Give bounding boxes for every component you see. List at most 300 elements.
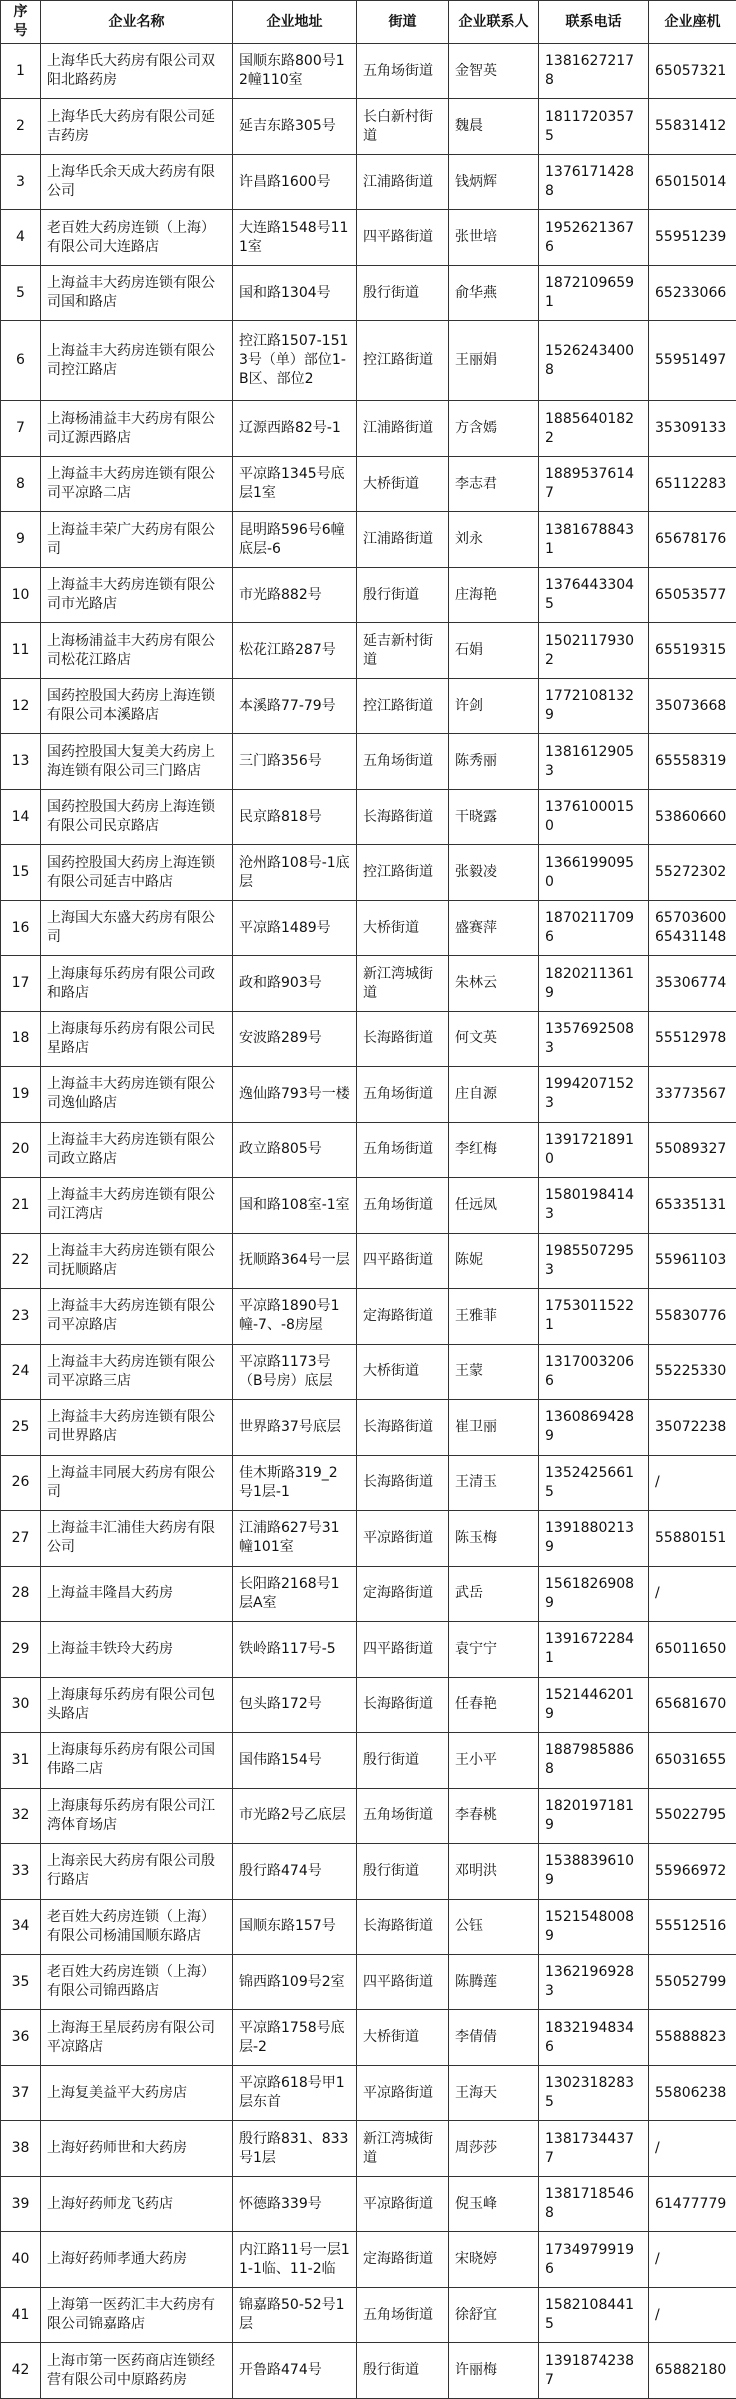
cell-no: 6	[1, 321, 41, 401]
cell-landline: 65031655	[649, 1733, 736, 1788]
cell-name: 上海海王星辰药房有限公司平凉路店	[41, 2010, 233, 2065]
cell-landline: 55880151	[649, 1511, 736, 1566]
cell-landline: 55052799	[649, 1954, 736, 2009]
cell-name: 上海益丰大药房连锁有限公司世界路店	[41, 1400, 233, 1455]
table-row	[1, 900, 736, 955]
cell-address: 开鲁路474号	[233, 2343, 357, 2399]
cell-contact: 李志君	[449, 456, 539, 511]
cell-contact: 盛赛萍	[449, 900, 539, 955]
cell-no: 19	[1, 1067, 41, 1122]
cell-phone: 18721096591	[539, 265, 649, 320]
cell-name: 上海益丰大药房连锁有限公司平凉路三店	[41, 1344, 233, 1399]
cell-contact: 钱炳辉	[449, 154, 539, 209]
table-row	[1, 1122, 736, 1177]
cell-phone: 13918742387	[539, 2343, 649, 2399]
cell-no: 17	[1, 956, 41, 1011]
cell-no: 33	[1, 1844, 41, 1899]
cell-no: 8	[1, 456, 41, 511]
cell-phone: 13817185468	[539, 2176, 649, 2231]
table-row	[1, 1011, 736, 1066]
table-row	[1, 265, 736, 320]
cell-phone: 18856401822	[539, 401, 649, 456]
cell-street: 控江路街道	[357, 678, 449, 733]
cell-phone: 19855072953	[539, 1233, 649, 1288]
cell-address: 政立路805号	[233, 1122, 357, 1177]
cell-contact: 武岳	[449, 1566, 539, 1621]
table-row	[1, 1622, 736, 1677]
cell-no: 3	[1, 154, 41, 209]
cell-contact: 方含嫣	[449, 401, 539, 456]
table-row	[1, 1233, 736, 1288]
cell-no: 21	[1, 1178, 41, 1233]
cell-address: 平凉路618号甲1层东首	[233, 2065, 357, 2120]
cell-street: 江浦路街道	[357, 512, 449, 567]
table-row	[1, 1344, 736, 1399]
cell-name: 上海益丰隆昌大药房	[41, 1566, 233, 1621]
table-body	[1, 44, 736, 2399]
cell-landline: 35072238	[649, 1400, 736, 1455]
cell-address: 松花江路287号	[233, 623, 357, 678]
table-row	[1, 1289, 736, 1344]
cell-street: 殷行街道	[357, 567, 449, 622]
table-row	[1, 154, 736, 209]
cell-address: 控江路1507-1513号（单）部位1-B区、部位2	[233, 321, 357, 401]
cell-contact: 崔卫丽	[449, 1400, 539, 1455]
header-landline: 企业座机	[649, 1, 736, 44]
cell-landline: 55512978	[649, 1011, 736, 1066]
cell-phone: 15801984143	[539, 1178, 649, 1233]
cell-phone: 15388396109	[539, 1844, 649, 1899]
table-row	[1, 2287, 736, 2342]
cell-street: 大桥街道	[357, 2010, 449, 2065]
cell-phone: 15215480089	[539, 1899, 649, 1954]
cell-name: 上海康每乐药房有限公司包头路店	[41, 1677, 233, 1732]
cell-address: 平凉路1173号（B号房）底层	[233, 1344, 357, 1399]
cell-name: 国药控股国大药房上海连锁有限公司民京路店	[41, 789, 233, 844]
cell-phone: 13917218910	[539, 1122, 649, 1177]
cell-name: 上海益丰大药房连锁有限公司政立路店	[41, 1122, 233, 1177]
cell-name: 上海益丰大药房连锁有限公司逸仙路店	[41, 1067, 233, 1122]
cell-phone: 15618269089	[539, 1566, 649, 1621]
cell-street: 长海路街道	[357, 1677, 449, 1732]
table-row	[1, 1067, 736, 1122]
cell-street: 大桥街道	[357, 900, 449, 955]
cell-phone: 19942071523	[539, 1067, 649, 1122]
cell-address: 民京路818号	[233, 789, 357, 844]
cell-phone: 18702117096	[539, 900, 649, 955]
cell-no: 13	[1, 734, 41, 789]
cell-phone: 13764433045	[539, 567, 649, 622]
table-row	[1, 1788, 736, 1843]
cell-street: 五角场街道	[357, 2287, 449, 2342]
cell-no: 7	[1, 401, 41, 456]
cell-street: 新江湾城街道	[357, 2121, 449, 2176]
cell-phone: 13918802139	[539, 1511, 649, 1566]
cell-phone: 13761714288	[539, 154, 649, 209]
cell-address: 锦嘉路50-52号1层	[233, 2287, 357, 2342]
cell-phone: 13170032066	[539, 1344, 649, 1399]
cell-name: 上海康每乐药房有限公司国伟路二店	[41, 1733, 233, 1788]
cell-landline: 55961103	[649, 1233, 736, 1288]
cell-phone: 13916722841	[539, 1622, 649, 1677]
cell-street: 五角场街道	[357, 1122, 449, 1177]
cell-name: 上海益丰大药房连锁有限公司控江路店	[41, 321, 233, 401]
cell-street: 平凉路街道	[357, 1511, 449, 1566]
cell-landline: 55089327	[649, 1122, 736, 1177]
table-row	[1, 1954, 736, 2009]
cell-contact: 刘永	[449, 512, 539, 567]
cell-contact: 魏晨	[449, 99, 539, 154]
cell-contact: 陈妮	[449, 1233, 539, 1288]
cell-landline: 55272302	[649, 845, 736, 900]
cell-name: 上海益丰铁玲大药房	[41, 1622, 233, 1677]
cell-phone: 13761000150	[539, 789, 649, 844]
table-row	[1, 210, 736, 265]
cell-contact: 王丽娟	[449, 321, 539, 401]
cell-contact: 王小平	[449, 1733, 539, 1788]
cell-landline: 55966972	[649, 1844, 736, 1899]
cell-address: 大连路1548号111室	[233, 210, 357, 265]
cell-street: 四平路街道	[357, 1954, 449, 2009]
table-row	[1, 99, 736, 154]
cell-no: 2	[1, 99, 41, 154]
cell-name: 上海华氏大药房有限公司延吉药房	[41, 99, 233, 154]
cell-no: 25	[1, 1400, 41, 1455]
cell-address: 铁岭路117号-5	[233, 1622, 357, 1677]
cell-no: 34	[1, 1899, 41, 1954]
cell-no: 42	[1, 2343, 41, 2399]
cell-address: 怀德路339号	[233, 2176, 357, 2231]
cell-address: 抚顺路364号一层	[233, 1233, 357, 1288]
cell-landline: /	[649, 1566, 736, 1621]
table-row	[1, 1844, 736, 1899]
cell-street: 长白新村街道	[357, 99, 449, 154]
header-phone: 联系电话	[539, 1, 649, 44]
cell-landline: 55951497	[649, 321, 736, 401]
cell-street: 新江湾城街道	[357, 956, 449, 1011]
cell-contact: 王清玉	[449, 1455, 539, 1510]
cell-no: 29	[1, 1622, 41, 1677]
cell-address: 锦西路109号2室	[233, 1954, 357, 2009]
cell-address: 佳木斯路319_2号1层-1	[233, 1455, 357, 1510]
cell-contact: 朱林云	[449, 956, 539, 1011]
cell-contact: 金智英	[449, 44, 539, 99]
cell-contact: 宋晓婷	[449, 2232, 539, 2287]
cell-address: 许昌路1600号	[233, 154, 357, 209]
cell-phone: 13023182835	[539, 2065, 649, 2120]
cell-street: 五角场街道	[357, 1067, 449, 1122]
table-row	[1, 2010, 736, 2065]
cell-phone: 13661990950	[539, 845, 649, 900]
cell-no: 20	[1, 1122, 41, 1177]
cell-street: 定海路街道	[357, 1566, 449, 1621]
cell-landline: 65335131	[649, 1178, 736, 1233]
cell-landline: /	[649, 2287, 736, 2342]
cell-street: 五角场街道	[357, 1788, 449, 1843]
cell-phone: 13608694289	[539, 1400, 649, 1455]
cell-name: 上海市第一医药商店连锁经营有限公司中原路药房	[41, 2343, 233, 2399]
cell-street: 长海路街道	[357, 1455, 449, 1510]
cell-street: 五角场街道	[357, 1178, 449, 1233]
cell-street: 控江路街道	[357, 321, 449, 401]
cell-no: 41	[1, 2287, 41, 2342]
cell-landline: 55022795	[649, 1788, 736, 1843]
cell-street: 延吉新村街道	[357, 623, 449, 678]
cell-no: 9	[1, 512, 41, 567]
cell-phone: 18879858868	[539, 1733, 649, 1788]
cell-phone: 13816129053	[539, 734, 649, 789]
cell-street: 平凉路街道	[357, 2176, 449, 2231]
cell-no: 22	[1, 1233, 41, 1288]
cell-name: 上海国大东盛大药房有限公司	[41, 900, 233, 955]
cell-address: 市光路2号乙底层	[233, 1788, 357, 1843]
table-row	[1, 1455, 736, 1510]
cell-name: 上海益丰大药房连锁有限公司市光路店	[41, 567, 233, 622]
cell-phone: 18201971819	[539, 1788, 649, 1843]
cell-landline: 65233066	[649, 265, 736, 320]
table-row	[1, 2176, 736, 2231]
cell-landline: 61477779	[649, 2176, 736, 2231]
cell-address: 安波路289号	[233, 1011, 357, 1066]
cell-address: 政和路903号	[233, 956, 357, 1011]
cell-name: 上海好药师世和大药房	[41, 2121, 233, 2176]
table-row	[1, 1178, 736, 1233]
cell-name: 上海益丰汇浦佳大药房有限公司	[41, 1511, 233, 1566]
cell-no: 18	[1, 1011, 41, 1066]
cell-no: 39	[1, 2176, 41, 2231]
cell-street: 长海路街道	[357, 789, 449, 844]
cell-street: 殷行街道	[357, 2343, 449, 2399]
cell-name: 老百姓大药房连锁（上海）有限公司锦西路店	[41, 1954, 233, 2009]
cell-name: 上海华氏大药房有限公司双阳北路药房	[41, 44, 233, 99]
cell-name: 上海益丰同展大药房有限公司	[41, 1455, 233, 1510]
cell-contact: 袁宁宁	[449, 1622, 539, 1677]
cell-phone: 18117203575	[539, 99, 649, 154]
cell-contact: 干晓露	[449, 789, 539, 844]
table-row	[1, 1566, 736, 1621]
table-row	[1, 1511, 736, 1566]
cell-contact: 李春桃	[449, 1788, 539, 1843]
cell-phone: 15021179302	[539, 623, 649, 678]
cell-name: 上海康每乐药房有限公司民星路店	[41, 1011, 233, 1066]
cell-contact: 陈玉梅	[449, 1511, 539, 1566]
cell-address: 逸仙路793号一楼	[233, 1067, 357, 1122]
cell-landline: /	[649, 1455, 736, 1510]
cell-name: 上海益丰大药房连锁有限公司平凉路店	[41, 1289, 233, 1344]
cell-contact: 俞华燕	[449, 265, 539, 320]
cell-address: 沧州路108号-1底层	[233, 845, 357, 900]
cell-no: 37	[1, 2065, 41, 2120]
cell-landline: 65519315	[649, 623, 736, 678]
cell-landline: 65882180	[649, 2343, 736, 2399]
cell-contact: 周莎莎	[449, 2121, 539, 2176]
cell-no: 1	[1, 44, 41, 99]
cell-landline: 55225330	[649, 1344, 736, 1399]
cell-street: 殷行街道	[357, 1844, 449, 1899]
cell-contact: 任远凤	[449, 1178, 539, 1233]
cell-landline: 55951239	[649, 210, 736, 265]
cell-name: 上海杨浦益丰大药房有限公司辽源西路店	[41, 401, 233, 456]
cell-landline: 35073668	[649, 678, 736, 733]
cell-address: 长阳路2168号1层A室	[233, 1566, 357, 1621]
cell-street: 殷行街道	[357, 265, 449, 320]
cell-contact: 张世培	[449, 210, 539, 265]
table-row	[1, 845, 736, 900]
cell-contact: 李红梅	[449, 1122, 539, 1177]
cell-address: 昆明路596号6幢底层-6	[233, 512, 357, 567]
cell-street: 江浦路街道	[357, 401, 449, 456]
cell-contact: 庄自源	[449, 1067, 539, 1122]
cell-contact: 张毅凌	[449, 845, 539, 900]
cell-no: 4	[1, 210, 41, 265]
cell-landline: 65678176	[649, 512, 736, 567]
cell-name: 上海益丰荣广大药房有限公司	[41, 512, 233, 567]
cell-address: 国顺东路800号12幢110室	[233, 44, 357, 99]
cell-contact: 许剑	[449, 678, 539, 733]
table-row	[1, 1899, 736, 1954]
cell-phone: 17349799196	[539, 2232, 649, 2287]
cell-phone: 15821084415	[539, 2287, 649, 2342]
cell-address: 国顺东路157号	[233, 1899, 357, 1954]
table-row	[1, 2121, 736, 2176]
cell-no: 27	[1, 1511, 41, 1566]
cell-no: 10	[1, 567, 41, 622]
table-row	[1, 623, 736, 678]
header-street: 街道	[357, 1, 449, 44]
cell-no: 24	[1, 1344, 41, 1399]
table-row	[1, 956, 736, 1011]
cell-street: 长海路街道	[357, 1899, 449, 1954]
header-row	[1, 1, 736, 44]
cell-contact: 王蒙	[449, 1344, 539, 1399]
cell-street: 大桥街道	[357, 1344, 449, 1399]
cell-name: 上海好药师孝通大药房	[41, 2232, 233, 2287]
table-row	[1, 678, 736, 733]
cell-name: 上海好药师龙飞药店	[41, 2176, 233, 2231]
table-row	[1, 1677, 736, 1732]
cell-name: 上海杨浦益丰大药房有限公司松花江路店	[41, 623, 233, 678]
table-row	[1, 456, 736, 511]
cell-no: 36	[1, 2010, 41, 2065]
cell-no: 16	[1, 900, 41, 955]
table-row	[1, 44, 736, 99]
table-row	[1, 734, 736, 789]
cell-phone: 18895376147	[539, 456, 649, 511]
cell-name: 上海益丰大药房连锁有限公司国和路店	[41, 265, 233, 320]
table-row	[1, 2343, 736, 2399]
cell-phone: 15262434008	[539, 321, 649, 401]
cell-contact: 李倩倩	[449, 2010, 539, 2065]
cell-name: 上海复美益平大药房店	[41, 2065, 233, 2120]
cell-contact: 王海天	[449, 2065, 539, 2120]
cell-street: 殷行街道	[357, 1733, 449, 1788]
cell-street: 四平路街道	[357, 1233, 449, 1288]
cell-no: 40	[1, 2232, 41, 2287]
cell-name: 老百姓大药房连锁（上海）有限公司大连路店	[41, 210, 233, 265]
cell-landline: 55512516	[649, 1899, 736, 1954]
cell-contact: 陈秀丽	[449, 734, 539, 789]
cell-phone: 13816788431	[539, 512, 649, 567]
cell-no: 28	[1, 1566, 41, 1621]
cell-name: 上海亲民大药房有限公司殷行路店	[41, 1844, 233, 1899]
cell-street: 长海路街道	[357, 1400, 449, 1455]
cell-landline: 65558319	[649, 734, 736, 789]
table-row	[1, 321, 736, 401]
header-name: 企业名称	[41, 1, 233, 44]
cell-no: 12	[1, 678, 41, 733]
cell-name: 老百姓大药房连锁（上海）有限公司杨浦国顺东路店	[41, 1899, 233, 1954]
cell-street: 江浦路街道	[357, 154, 449, 209]
cell-address: 殷行路831、833号1层	[233, 2121, 357, 2176]
cell-no: 32	[1, 1788, 41, 1843]
header-contact: 企业联系人	[449, 1, 539, 44]
cell-name: 上海益丰大药房连锁有限公司平凉路二店	[41, 456, 233, 511]
table-row	[1, 2065, 736, 2120]
cell-no: 31	[1, 1733, 41, 1788]
cell-name: 国药控股国大复美大药房上海连锁有限公司三门路店	[41, 734, 233, 789]
cell-street: 大桥街道	[357, 456, 449, 511]
cell-no: 15	[1, 845, 41, 900]
cell-contact: 任春艳	[449, 1677, 539, 1732]
cell-street: 五角场街道	[357, 734, 449, 789]
cell-no: 5	[1, 265, 41, 320]
cell-contact: 王雅菲	[449, 1289, 539, 1344]
cell-no: 26	[1, 1455, 41, 1510]
cell-name: 上海康每乐药房有限公司政和路店	[41, 956, 233, 1011]
cell-name: 上海第一医药汇丰大药房有限公司锦嘉路店	[41, 2287, 233, 2342]
cell-address: 内江路11号一层11-1临、11-2临	[233, 2232, 357, 2287]
cell-no: 11	[1, 623, 41, 678]
table-row	[1, 789, 736, 844]
cell-street: 四平路街道	[357, 1622, 449, 1677]
cell-contact: 庄海艳	[449, 567, 539, 622]
cell-street: 四平路街道	[357, 210, 449, 265]
cell-no: 38	[1, 2121, 41, 2176]
cell-contact: 陈腾莲	[449, 1954, 539, 2009]
table-row	[1, 1400, 736, 1455]
cell-contact: 徐舒宜	[449, 2287, 539, 2342]
cell-landline: 65681670	[649, 1677, 736, 1732]
cell-address: 江浦路627号31幢101室	[233, 1511, 357, 1566]
cell-phone: 13524256615	[539, 1455, 649, 1510]
cell-phone: 13621969283	[539, 1954, 649, 2009]
cell-phone: 13817344377	[539, 2121, 649, 2176]
cell-landline: 55888823	[649, 2010, 736, 2065]
cell-contact: 何文英	[449, 1011, 539, 1066]
cell-name: 上海华氏余天成大药房有限公司	[41, 154, 233, 209]
cell-address: 国伟路154号	[233, 1733, 357, 1788]
table-row	[1, 567, 736, 622]
cell-address: 辽源西路82号-1	[233, 401, 357, 456]
cell-no: 23	[1, 1289, 41, 1344]
cell-address: 平凉路1345号底层1室	[233, 456, 357, 511]
cell-address: 国和路108室-1室	[233, 1178, 357, 1233]
cell-landline: 65053577	[649, 567, 736, 622]
cell-landline: 65057321	[649, 44, 736, 99]
header-no: 序号	[1, 1, 41, 44]
table-row	[1, 512, 736, 567]
cell-phone: 13816272178	[539, 44, 649, 99]
cell-landline: /	[649, 2121, 736, 2176]
cell-street: 定海路街道	[357, 2232, 449, 2287]
cell-name: 国药控股国大药房上海连锁有限公司延吉中路店	[41, 845, 233, 900]
cell-landline: 55806238	[649, 2065, 736, 2120]
cell-address: 平凉路1758号底层-2	[233, 2010, 357, 2065]
cell-landline: 35306774	[649, 956, 736, 1011]
cell-contact: 石娟	[449, 623, 539, 678]
cell-address: 包头路172号	[233, 1677, 357, 1732]
cell-street: 控江路街道	[357, 845, 449, 900]
